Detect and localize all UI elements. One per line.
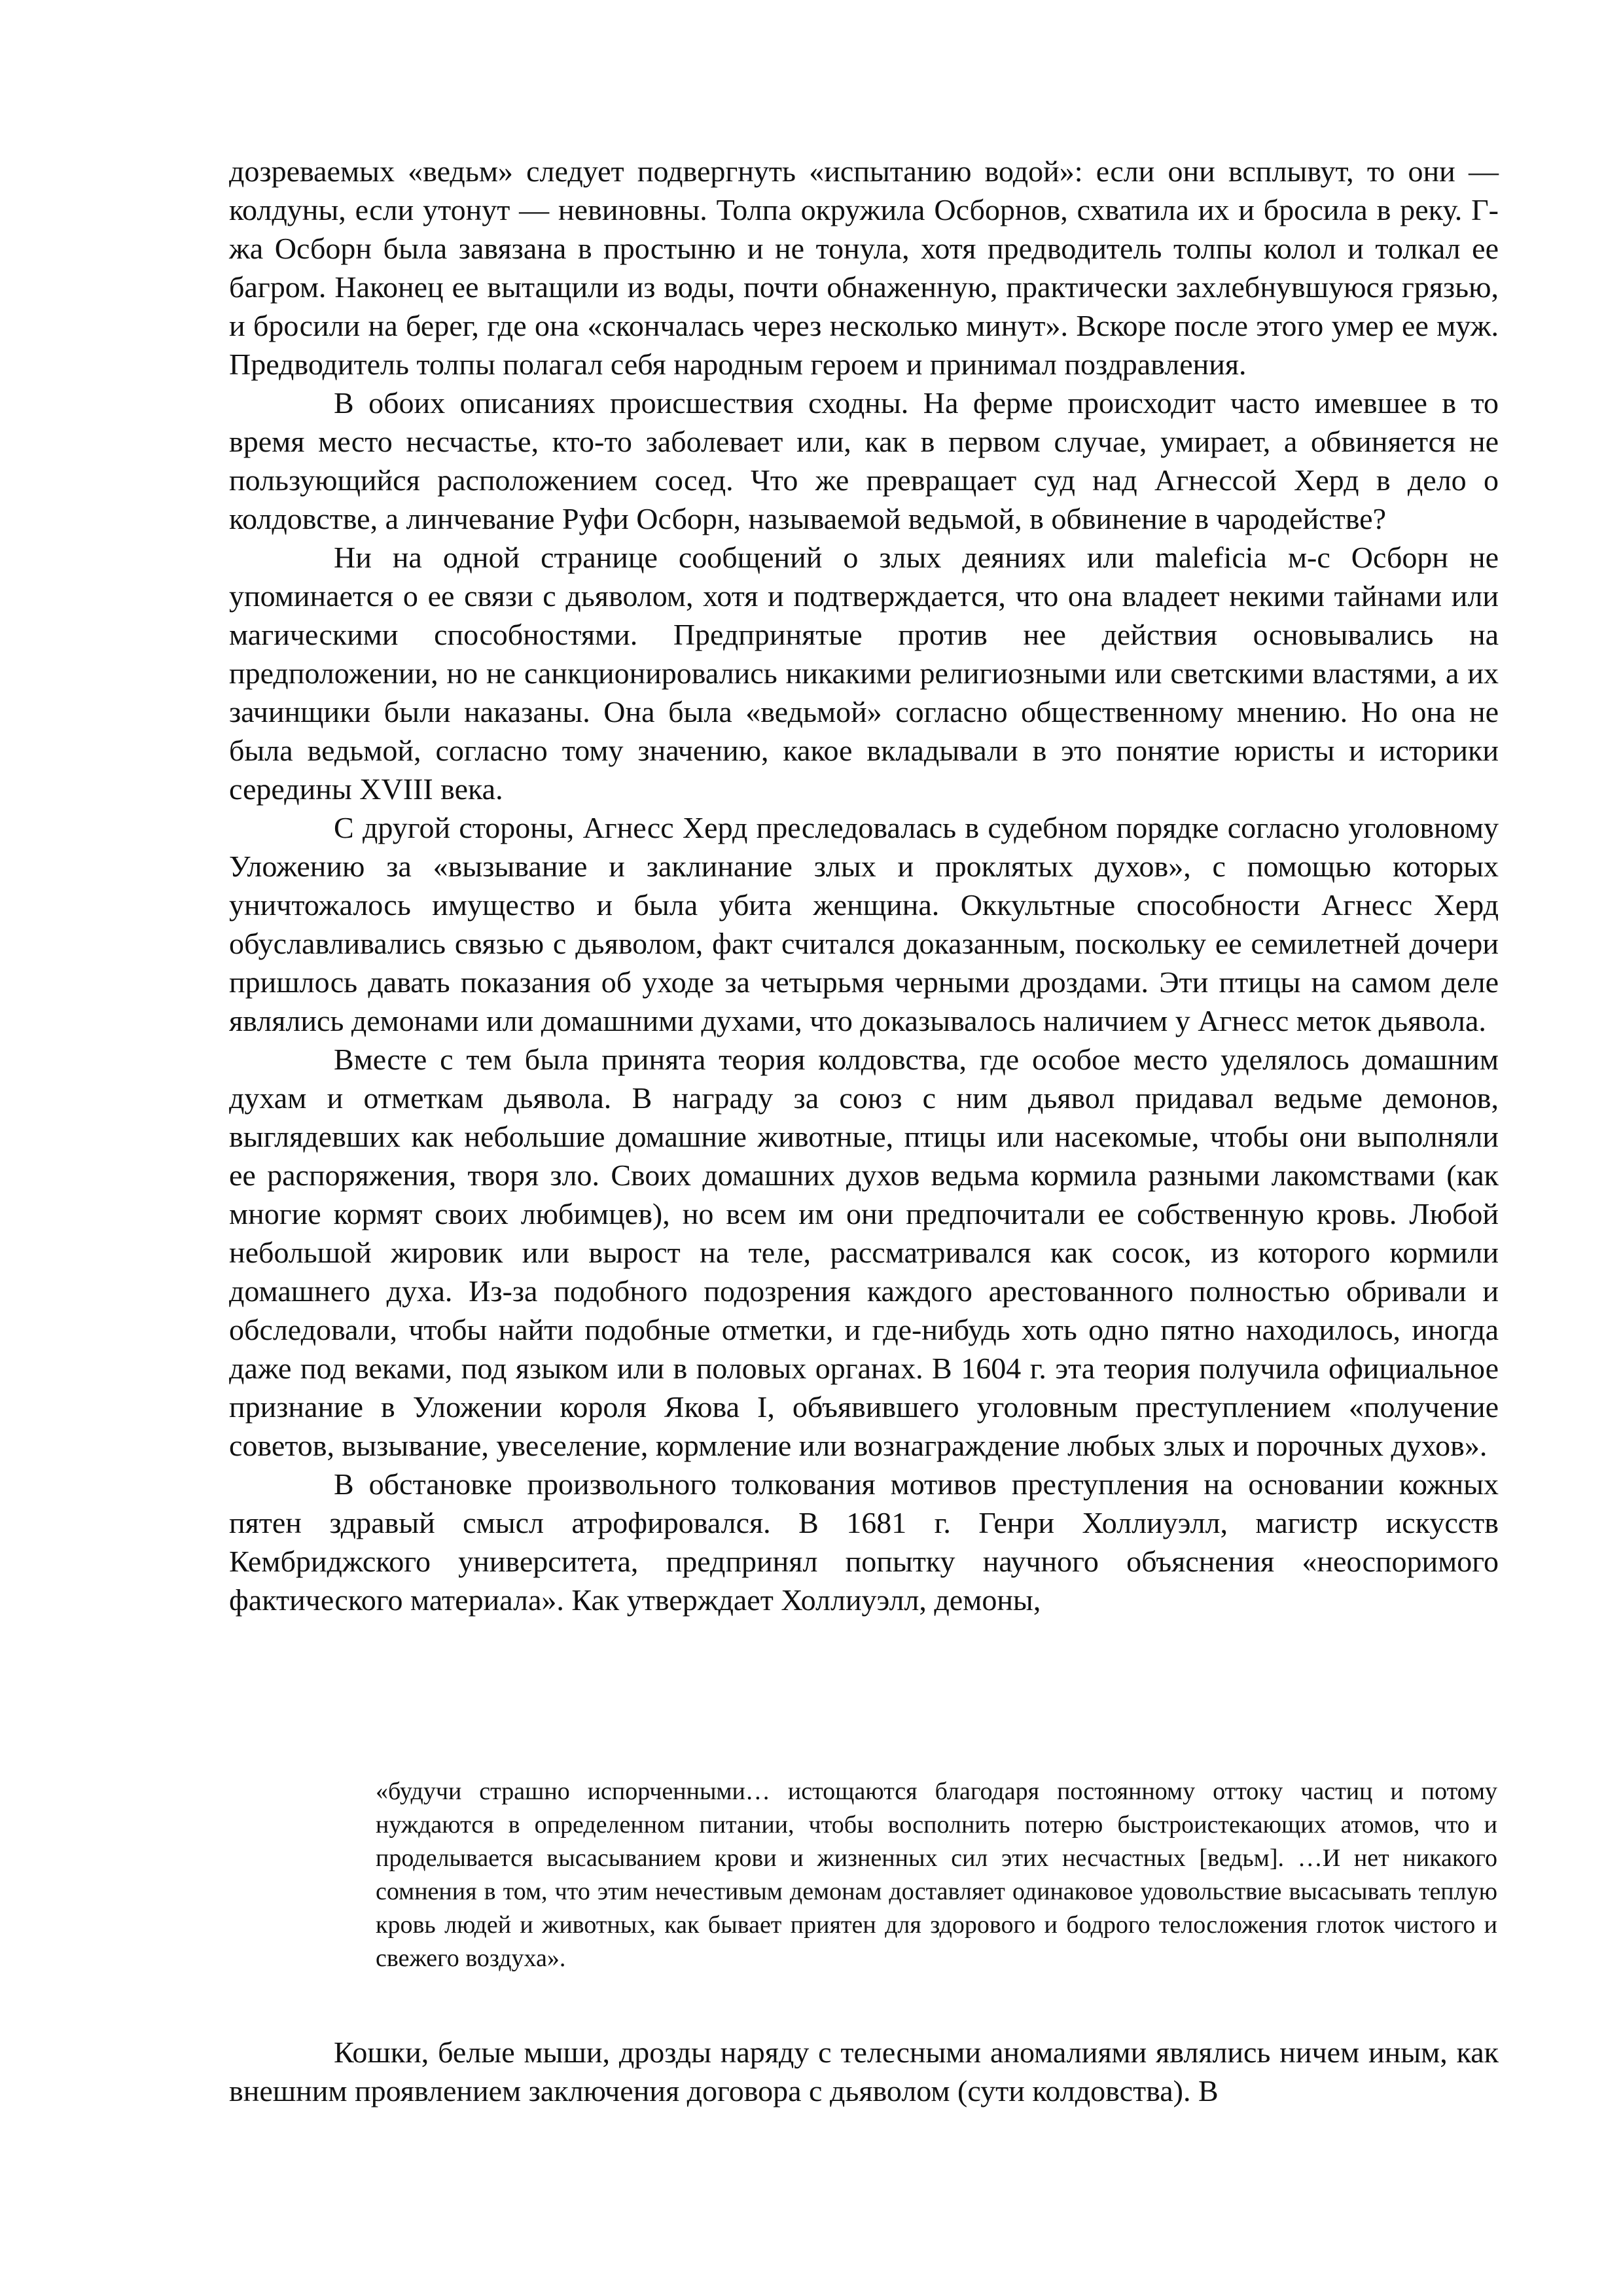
main-text-block [229,152,1499,1619]
paragraph-comparison: В обоих описаниях происшествия сходны. На ферме происходит часто имевшее в то время место несчастье, кто-то заболевает или, как в первом случае, умирает, а обвиняется не пользующийся расположением сосед. Что же превращает суд над Агнессой Херд в дело о колдовстве, а линчевание Руфи Осборн, называемой ведьмой, в обвинение в чародействе? [229,386,1499,535]
paragraph-familiars-theory: Вместе с тем была принята теория колдовства, где особое место уделялось домашним духам и отметкам дьявола. В награду за союз с ним дьявол придавал ведьме демонов, выглядевших как небольшие домашние животные, птицы или насекомые, чтобы они выполняли ее распоряжения, творя зло. Своих домашних духов ведьма кормила разными лакомствами (как многие кормят своих любимцев), но всем им они предпочитали ее собственную кровь. Любой небольшой жировик или вырост на теле, рассматривался как сосок, из которого кормили домашнего духа. Из-за подобного подозрения каждого арестованного полностью обривали и обследовали, чтобы найти подобные отметки, и где-нибудь хоть одно пятно находилось, иногда даже под веками, под языком или в половых органах. В 1604 г. эта теория получила официальное признание в Уложении короля Якова I, объявившего уголовным преступлением «получение советов, вызывание, увеселение, кормление или вознаграждение любых злых и порочных духов». [229,1043,1499,1462]
quote-text: «будучи страшно испорченными… истощаются благодаря постоянному оттоку частиц и потому нуждаются в определенном питании, чтобы восполнить потерю быстроистекающих атомов, что и проделывается высасыванием крови и жизненных сил этих несчастных [ведьм]. …И нет никакого сомнения в том, что этим нечестивым демонам доставляет одинаковое удовольствие высасывать теплую кровь людей и животных, как бывает приятен для здорового и бодрого телосложения глоток чистого и свежего воздуха». [376,1778,1497,1972]
paragraph-agnes-herd: С другой стороны, Агнесс Херд преследовалась в судебном порядке согласно уголовному Уложению за «вызывание и заклинание злых и проклятых духов», с помощью которых уничтожалось имущество и была убита женщина. Оккультные способности Агнесс Херд обуславливались связью с дьяволом, факт считался доказанным, поскольку ее семилетней дочери пришлось давать показания об уходе за четырьмя черными дроздами. Эти птицы на самом деле являлись демонами или домашними духами, что доказывалось наличием у Агнесс меток дьявола. [229,811,1499,1037]
paragraph-closing: Кошки, белые мыши, дрозды наряду с телесными аномалиями являлись ничем иным, как внешним проявлением заключения договора с дьяволом (сути колдовства). В [229,2036,1499,2108]
paragraph-holliwell: В обстановке произвольного толкования мотивов преступления на основании кожных пятен здравый смысл атрофировался. В 1681 г. Генри Холлиуэлл, магистр искусств Кембриджского университета, предпринял попытку научного объяснения «неоспоримого фактического материала». Как утверждает Холлиуэлл, демоны, [229,1467,1499,1617]
paragraph-maleficia: Ни на одной странице сообщений о злых деяниях или maleficia м-с Осборн не упоминается о ее связи с дьяволом, хотя и подтверждается, что она владеет некими тайнами или магическими способностями. Предпринятые против нее действия основывались на предположении, но не санкционировались никакими религиозными или светскими властями, а их зачинщики были наказаны. Она была «ведьмой» согласно общественному мнению. Но она не была ведьмой, согласно тому значению, какое вкладывали в это понятие юристы и историки середины XVIII века. [229,541,1499,806]
block-quote [376,1775,1497,1975]
tail-text-block [229,2033,1499,2110]
paragraph-continued: дозреваемых «ведьм» следует подвергнуть «испытанию водой»: если они всплывут, то они — колдуны, если утонут — невиновны. Толпа окружила Осборнов, схватила их и бросила в реку. Г-жа Осборн была завязана в простыню и не тонула, хотя предводитель толпы колол и толкал ее багром. Наконец ее вытащили из воды, почти обнаженную, практически захлебнувшуюся грязью, и бросили на берег, где она «скончалась через несколько минут». Вскоре после этого умер ее муж. Предводитель толпы полагал себя народным героем и принимал поздравления. [229,154,1499,381]
